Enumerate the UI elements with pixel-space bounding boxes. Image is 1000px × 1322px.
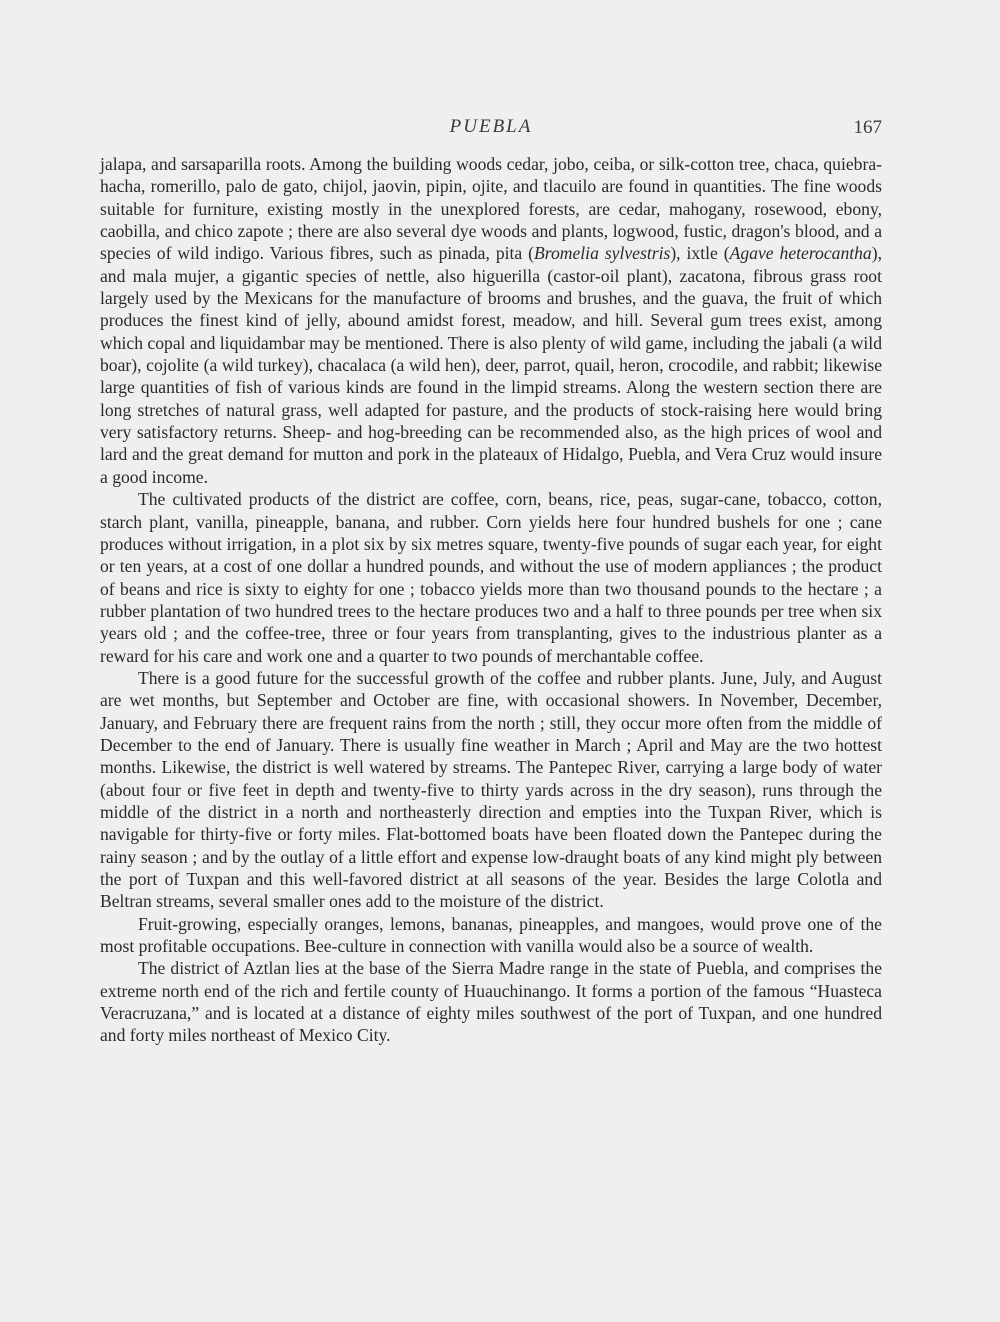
text-run: The cultivated products of the district are coffee, corn, beans, rice, peas, sugar-cane, tobacco, cotton, starch plant, vanilla, pineapple, banana, and rubber. Corn yields here four hundred bushels for one ; cane produces without irrigation, in a plot six by six metres square, twenty-five pounds of sugar each year, for eight or ten years, at a cost of one dollar a hundred pounds, and without the use of modern appliances ; the product of beans and rice is sixty to eighty for one ; tobacco yields more than two thousand pounds to the hectare ; a rubber plantation of two hundred trees to the hectare produces two and a half to three pounds per tree when six years old ; and the coffee-tree, three or four years from transplanting, gives to the industrious planter as a reward for his care and work one and a quarter to two pounds of merchantable coffee. [100,489,882,666]
italic-species-name: Agave heterocantha [729,243,872,264]
text-run: jalapa, and sarsaparilla roots. Among the building woods cedar, jobo, ceiba, or silk-cotton tree, chaca, quiebra-hacha, romerillo, palo de gato, chijol, jaovin, pipin, ojite, and tlacuilo are found in quantities. The fine woods suitable for furniture, existing mostly in the unexplored forests, are cedar, mahogany, rosewood, ebony, caobilla, and chico zapote ; there are also several dye woods and plants, logwood, fustic, dragon's blood, and a species of wild indigo. Various fibres, such as pinada, pita ( [100,154,882,264]
paragraph [100,153,882,488]
paragraph [100,913,882,958]
paragraph [100,667,882,913]
running-header [100,116,882,146]
page-number: 167 [853,117,882,138]
paragraph [100,957,882,1046]
italic-species-name: Bromelia sylvestris [534,243,671,264]
text-run: Fruit-growing, especially oranges, lemons, bananas, pineapples, and mangoes, would prove one of the most profitable occupations. Bee-culture in connection with vanilla would also be a source of wealth. [100,913,882,957]
paragraph [100,488,882,667]
body-text [100,153,882,1047]
text-run: The district of Aztlan lies at the base of the Sierra Madre range in the state of Puebla, and comprises the extreme north end of the rich and fertile county of Huauchinango. It forms a portion of the famous “Huasteca Veracruzana,” and is located at a distance of eighty miles southwest of the port of Tuxpan, and one hundred and forty miles northeast of Mexico City. [100,958,882,1046]
running-title: PUEBLA [449,116,533,137]
text-run: ), ixtle ( [670,243,730,264]
text-run: ), and mala mujer, a gigantic species of nettle, also higuerilla (castor-oil plant), zacatona, fibrous grass root largely used by the Mexicans for the manufacture of brooms and brushes, and the guava, the fruit of which produces the finest kind of jelly, abound amidst forest, meadow, and hill. Several gum trees exist, among which copal and liquidambar may be mentioned. There is also plenty of wild game, including the jabali (a wild boar), cojolite (a wild turkey), chacalaca (a wild hen), deer, parrot, quail, heron, crocodile, and rabbit; likewise large quantities of fish of various kinds are found in the limpid streams. Along the western section there are long stretches of natural grass, well adapted for pasture, and the products of stock-raising here would bring very satisfactory returns. Sheep- and hog-breeding can be recommended also, as the high prices of wool and lard and the great demand for mutton and pork in the plateaux of Hidalgo, Puebla, and Vera Cruz would insure a good income. [100,243,882,487]
text-run: There is a good future for the successful growth of the coffee and rubber plants. June, July, and August are wet months, but September and October are fine, with occasional showers. In November, December, January, and February there are frequent rains from the north ; still, they occur more often from the middle of December to the end of January. There is usually fine weather in March ; April and May are the two hottest months. Likewise, the district is well watered by streams. The Pantepec River, carrying a large body of water (about four or five feet in depth and twenty-five to thirty yards across in the dry season), runs through the middle of the district in a north and northeasterly direction and empties into the Tuxpan River, which is navigable for thirty-five or forty miles. Flat-bottomed boats have been floated down the Pantepec during the rainy season ; and by the outlay of a little effort and expense low-draught boats of any kind might ply between the port of Tuxpan and this well-favored district at all seasons of the year. Besides the large Colotla and Beltran streams, several smaller ones add to the moisture of the district. [100,667,882,912]
